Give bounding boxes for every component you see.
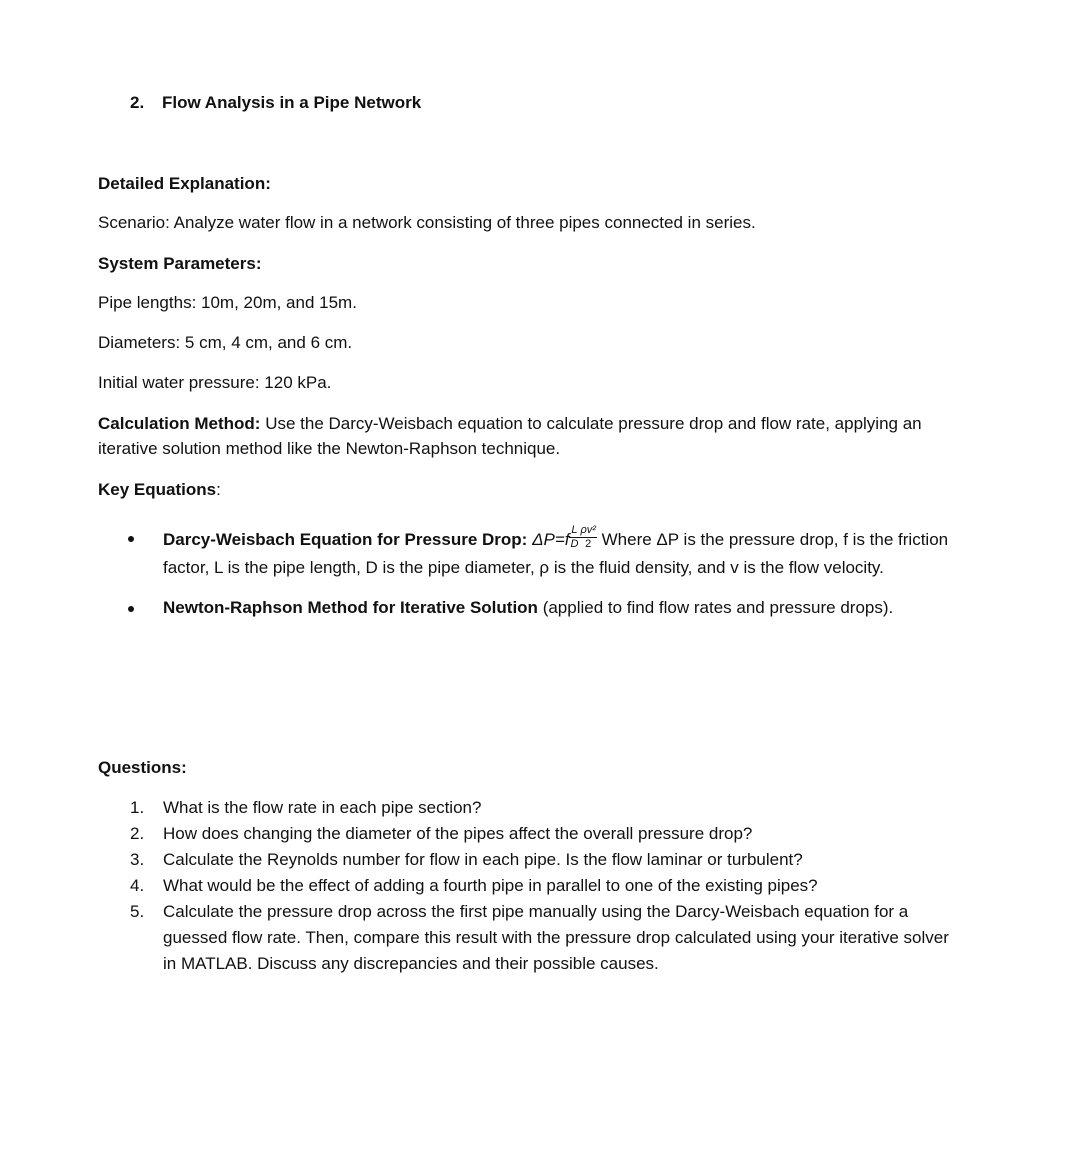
question-text: Calculate the pressure drop across the first pipe manually using the Darcy-Weisbach equation for a guessed flow rate. Then, compare this result with the pressure drop calculated using your iterative solver in MATLAB. Discuss any discrepancies and their possible causes. bbox=[163, 902, 949, 973]
calculation-method-text1: Use the Darcy-Weisbach equation to calculate pressure drop and flow rate, applying an bbox=[265, 414, 922, 433]
calculation-method-line2: iterative solution method like the Newton-Raphson technique. bbox=[98, 439, 561, 458]
question-number: 5. bbox=[130, 902, 145, 921]
newton-raphson-label: Newton-Raphson Method for Iterative Solution bbox=[163, 598, 538, 617]
newton-raphson-text: (applied to find flow rates and pressure drops). bbox=[542, 598, 894, 617]
fraction-denominator: 2 bbox=[585, 538, 592, 550]
newton-raphson-line bbox=[163, 598, 893, 618]
initial-pressure-text: Initial water pressure: 120 kPa. bbox=[98, 373, 332, 392]
question-number: 4. bbox=[130, 876, 145, 895]
question-text: What would be the effect of adding a fourth pipe in parallel to one of the existing pipes? bbox=[163, 876, 818, 895]
section-number: 2. bbox=[130, 93, 145, 112]
calculation-method-line1 bbox=[98, 414, 922, 434]
fraction-rho-v2-over-2 bbox=[579, 525, 596, 550]
key-equations-colon: : bbox=[216, 480, 221, 499]
question-number: 2. bbox=[130, 824, 145, 843]
section-title-text: Flow Analysis in a Pipe Network bbox=[162, 93, 422, 112]
darcy-formula bbox=[532, 524, 602, 550]
question-number: 1. bbox=[130, 798, 145, 817]
diameters-text: Diameters: 5 cm, 4 cm, and 6 cm. bbox=[98, 333, 353, 352]
key-equations-heading bbox=[98, 480, 221, 500]
key-equations-label: Key Equations bbox=[98, 480, 217, 499]
question-text: What is the flow rate in each pipe section? bbox=[163, 798, 482, 817]
fraction-denominator: D bbox=[570, 538, 579, 550]
questions-heading: Questions: bbox=[98, 758, 187, 777]
calculation-method-label: Calculation Method: bbox=[98, 414, 261, 433]
scenario-text: Scenario: Analyze water flow in a network consisting of three pipes connected in series. bbox=[98, 213, 756, 232]
fraction-numerator: ρv² bbox=[580, 524, 596, 536]
bullet-dot bbox=[128, 536, 134, 542]
system-parameters-heading: System Parameters: bbox=[98, 254, 262, 273]
darcy-equation-line1 bbox=[163, 524, 949, 553]
fraction-l-over-d bbox=[569, 525, 579, 550]
detailed-explanation-heading: Detailed Explanation: bbox=[98, 174, 271, 193]
bullet-dot bbox=[128, 606, 134, 612]
darcy-equation-label: Darcy-Weisbach Equation for Pressure Drop: bbox=[163, 529, 528, 549]
question-text: How does changing the diameter of the pipes affect the overall pressure drop? bbox=[163, 824, 753, 843]
darcy-formula-lhs: ΔP=f bbox=[532, 529, 570, 549]
question-number: 3. bbox=[130, 850, 145, 869]
darcy-description-line2: factor, L is the pipe length, D is the pipe diameter, ρ is the fluid density, and v is the flow velocity. bbox=[163, 558, 884, 577]
fraction-numerator: L bbox=[571, 524, 578, 536]
darcy-description-line1: Where ΔP is the pressure drop, f is the friction bbox=[601, 529, 949, 549]
section-title bbox=[130, 93, 421, 113]
question-text: Calculate the Reynolds number for flow in each pipe. Is the flow laminar or turbulent? bbox=[163, 850, 803, 869]
pipe-lengths-text: Pipe lengths: 10m, 20m, and 15m. bbox=[98, 293, 357, 312]
